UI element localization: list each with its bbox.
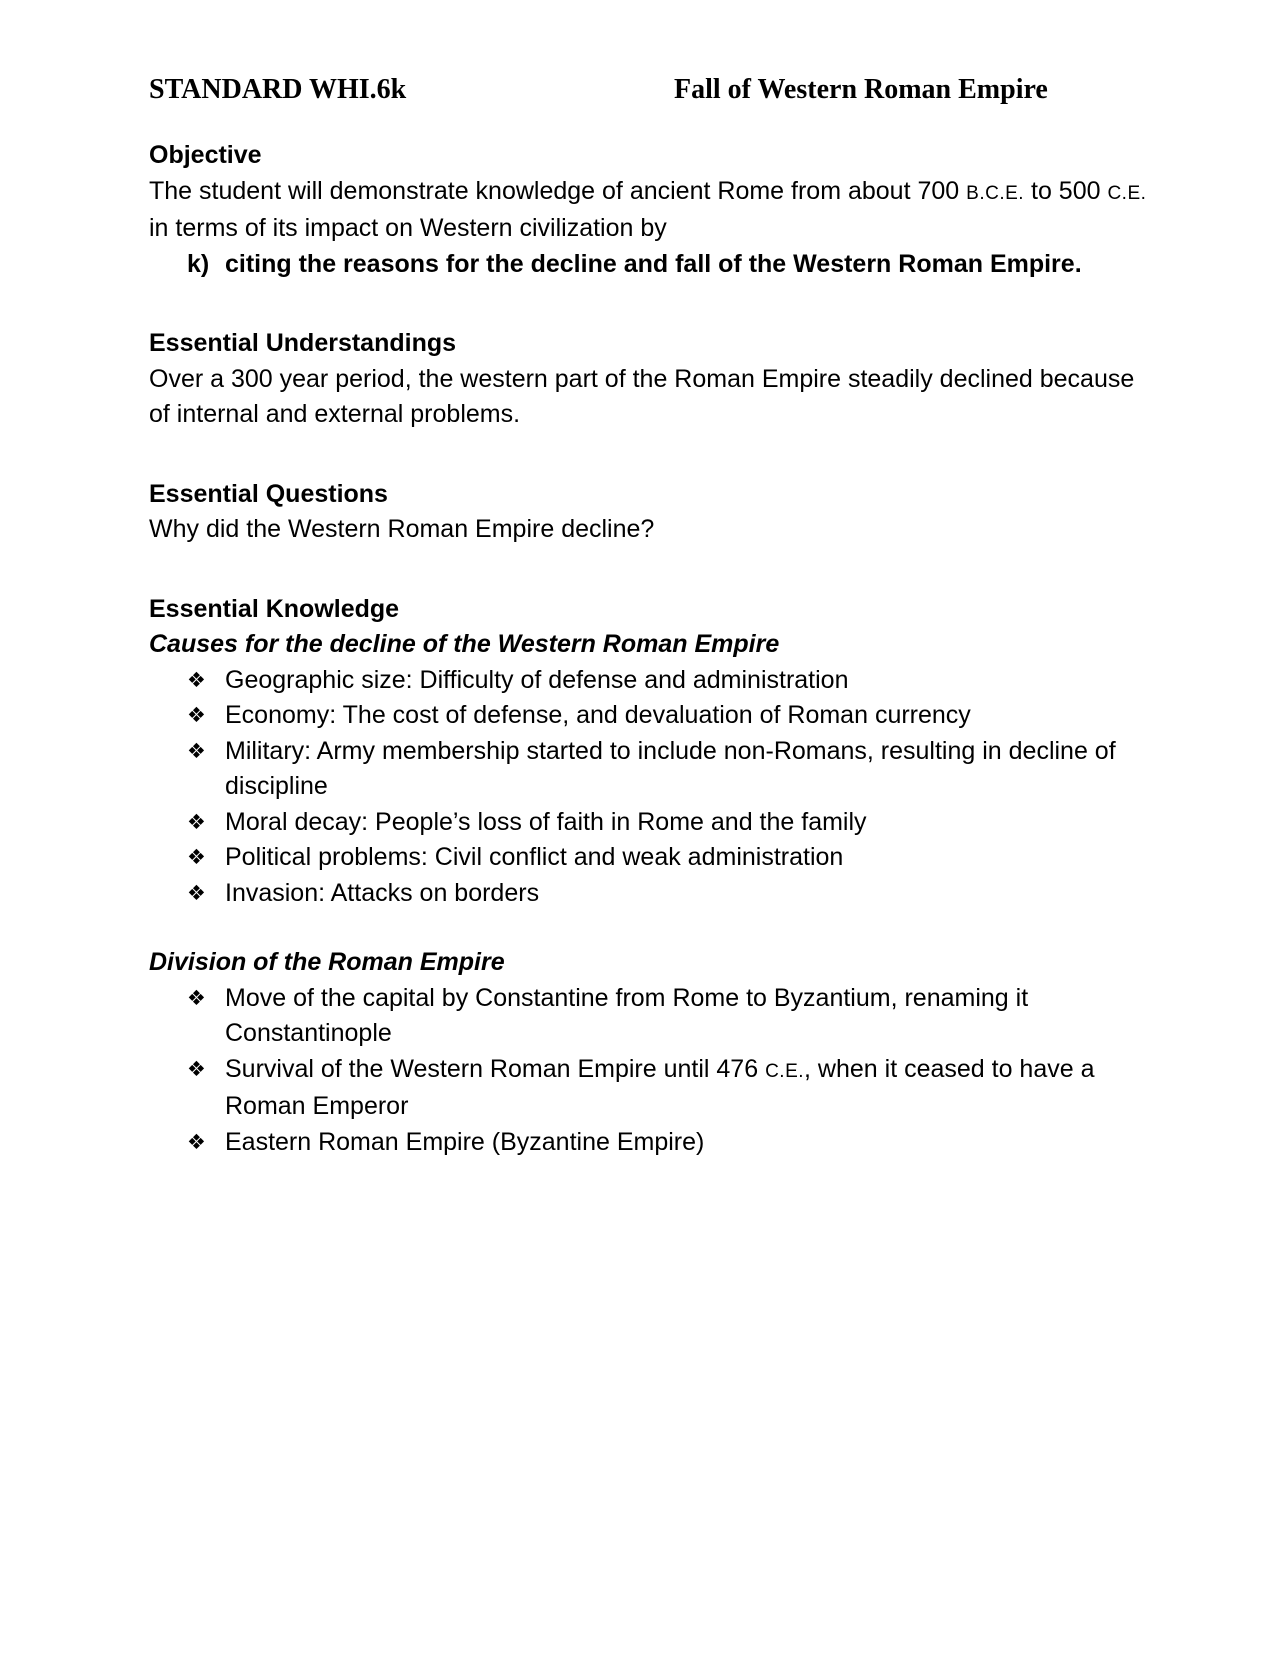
objective-item xyxy=(149,247,1149,283)
diamond-bullet-icon: ❖ xyxy=(187,1129,206,1154)
list-item: ❖ Move of the capital by Constantine from Rome to Byzantium, renaming it Constantinople xyxy=(187,981,1149,1052)
objective-item-marker: k) xyxy=(187,249,210,278)
diamond-bullet-icon: ❖ xyxy=(187,880,206,905)
list-item: ❖ Moral decay: People’s loss of faith in Rome and the family xyxy=(187,805,1149,841)
standard-label: STANDARD WHI.6k xyxy=(149,74,407,105)
knowledge-section xyxy=(149,592,1149,1161)
objective-section xyxy=(149,138,1149,282)
document-page xyxy=(149,70,1149,1160)
causes-subheading: Causes for the decline of the Western Roman Empire xyxy=(149,630,780,658)
document-title: Fall of Western Roman Empire xyxy=(674,74,1048,105)
knowledge-heading: Essential Knowledge xyxy=(149,594,400,623)
ce-abbrev: C.E. xyxy=(1107,182,1147,204)
diamond-bullet-icon: ❖ xyxy=(187,703,206,727)
questions-text: Why did the Western Roman Empire decline? xyxy=(149,515,655,543)
objective-heading: Objective xyxy=(149,141,262,169)
list-item: ❖ Invasion: Attacks on borders xyxy=(187,876,1149,912)
diamond-bullet-icon: ❖ xyxy=(187,809,206,834)
list-item: ❖ Eastern Roman Empire (Byzantine Empire) xyxy=(187,1125,1149,1161)
diamond-bullet-icon: ❖ xyxy=(187,738,206,763)
questions-heading: Essential Questions xyxy=(149,479,388,508)
list-item: ❖ Political problems: Civil conflict and weak administration xyxy=(187,840,1149,876)
list-item: ❖ Military: Army membership started to include non-Romans, resulting in decline of discipline xyxy=(187,734,1149,805)
diamond-bullet-icon: ❖ xyxy=(187,1056,206,1081)
diamond-bullet-icon: ❖ xyxy=(187,985,206,1010)
division-list xyxy=(149,981,1149,1161)
division-subheading: Division of the Roman Empire xyxy=(149,948,505,976)
diamond-bullet-icon: ❖ xyxy=(187,845,206,869)
understandings-text: Over a 300 year period, the western part of the Roman Empire steadily declined because of internal and external problems. xyxy=(149,364,1135,428)
ce-abbrev: C.E. xyxy=(765,1060,805,1082)
objective-text: The student will demonstrate knowledge of ancient Rome from about 700 B.C.E. to 500 C.E. in terms of its impact on Western civilization by xyxy=(149,176,1147,242)
causes-list xyxy=(149,663,1149,912)
diamond-bullet-icon: ❖ xyxy=(187,667,206,692)
understandings-heading: Essential Understandings xyxy=(149,329,457,357)
bce-abbrev: B.C.E. xyxy=(966,182,1025,204)
understandings-section xyxy=(149,326,1149,433)
page-header xyxy=(149,70,1149,110)
list-item: ❖ Geographic size: Difficulty of defense and administration xyxy=(187,663,1149,699)
questions-section xyxy=(149,477,1149,548)
objective-item-text: citing the reasons for the decline and fall of the Western Roman Empire. xyxy=(225,249,1082,278)
list-item: ❖ Economy: The cost of defense, and devaluation of Roman currency xyxy=(187,698,1149,734)
list-item: ❖ Survival of the Western Roman Empire until 476 C.E., when it ceased to have a Roman Emperor xyxy=(187,1052,1149,1125)
